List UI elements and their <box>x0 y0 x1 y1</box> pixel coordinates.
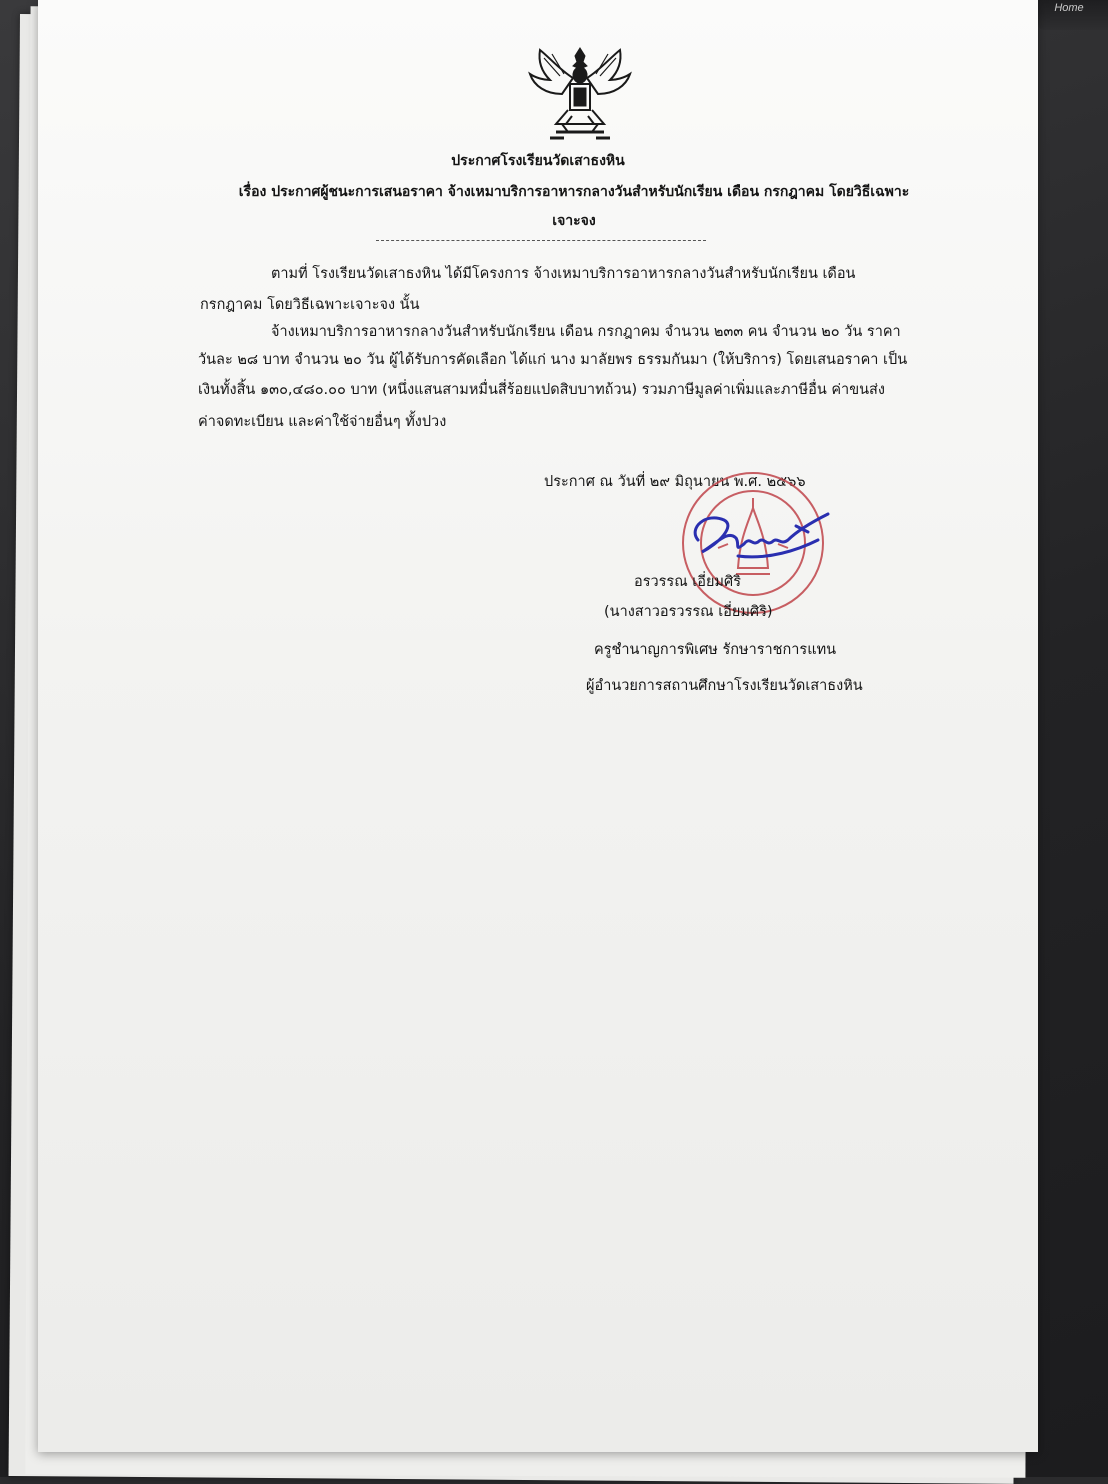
paragraph2-line3: เงินทั้งสิ้น ๑๓๐,๔๘๐.๐๐ บาท (หนึ่งแสนสามหมื่นสี่ร้อยแปดสิบบาทถ้วน) รวมภาษีมูลค่าเพิ่มและภาษีอื่น ค่าขนส่ง <box>198 382 885 398</box>
notice-subject: เรื่อง ประกาศผู้ชนะการเสนอราคา จ้างเหมาบริการอาหารกลางวันสำหรับนักเรียน เดือน กรกฎาคม โดยวิธีเฉพาะเจาะจง <box>238 184 910 229</box>
signer-full-name: (นางสาวอรวรรณ เอี่ยมศิริ) <box>604 604 773 620</box>
signer-short-name: อรวรรณ เอี่ยมศิริ <box>634 574 741 590</box>
paragraph1-line2: กรกฎาคม โดยวิธีเฉพาะเจาะจง นั้น <box>200 297 420 313</box>
announce-date: ประกาศ ณ วันที่ ๒๙ มิถุนายน พ.ศ. ๒๕๖๖ <box>544 474 806 490</box>
title-divider <box>376 240 706 241</box>
signer-position-2: ผู้อำนวยการสถานศึกษาโรงเรียนวัดเสาธงหิน <box>586 678 863 694</box>
paragraph2-line4: ค่าจดทะเบียน และค่าใช้จ่ายอื่นๆ ทั้งปวง <box>198 414 447 430</box>
home-key: Home <box>1054 2 1084 14</box>
signature-mark <box>678 500 838 570</box>
signer-position-1: ครูชำนาญการพิเศษ รักษาราชการแทน <box>594 642 837 658</box>
paragraph2-line2: วันละ ๒๘ บาท จำนวน ๒๐ วัน ผู้ได้รับการคัดเลือก ได้แก่ นาง มาลัยพร ธรรมกันมา (ให้บริการ) โดยเสนอราคา เป็น <box>198 352 908 368</box>
paragraph1-line1: ตามที่ โรงเรียนวัดเสาธงหิน ได้มีโครงการ จ้างเหมาบริการอาหารกลางวันสำหรับนักเรียน เดือน <box>271 266 856 282</box>
garuda-emblem-icon <box>522 42 638 142</box>
device-corner <box>1038 0 1108 30</box>
paragraph2-line1: จ้างเหมาบริการอาหารกลางวันสำหรับนักเรียน เดือน กรกฎาคม จำนวน ๒๓๓ คน จำนวน ๒๐ วัน ราคา <box>271 324 901 340</box>
notice-title: ประกาศโรงเรียนวัดเสาธงหิน <box>451 153 625 169</box>
notice-sheet <box>38 0 1038 1452</box>
